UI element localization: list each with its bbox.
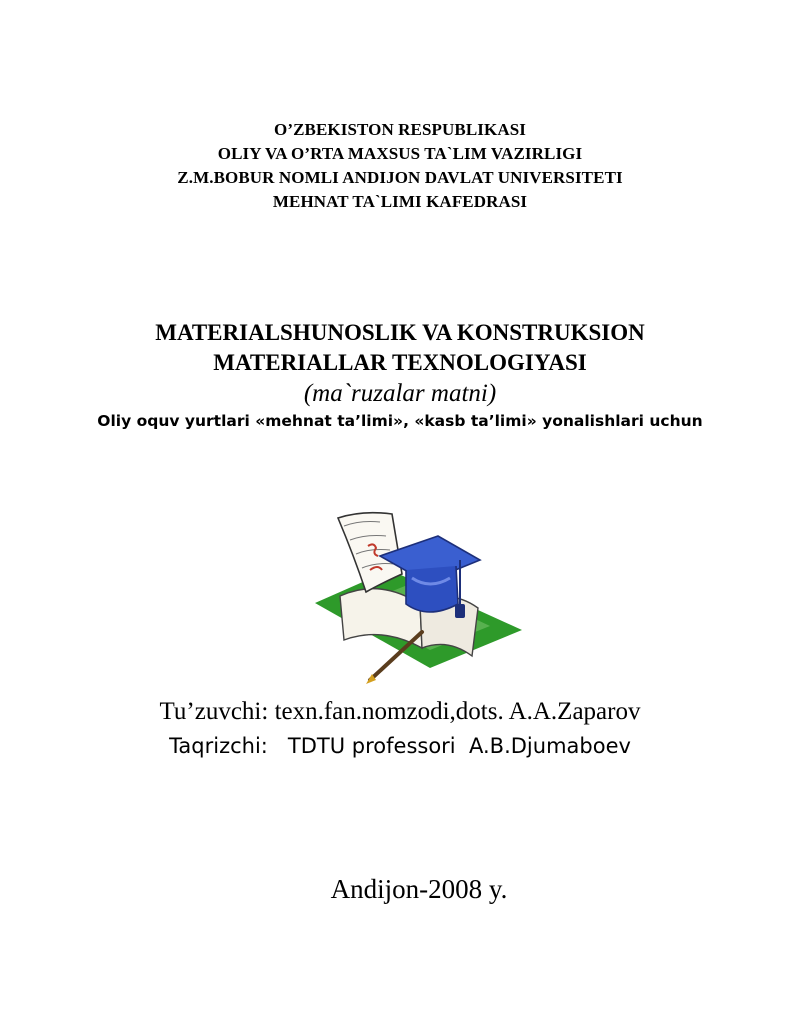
document-subtitle: (ma`ruzalar matni) bbox=[303, 380, 497, 407]
place-and-year: Andijon-2008 y. bbox=[330, 874, 508, 904]
graduation-cap-books-icon bbox=[310, 508, 525, 688]
header-country: O’ZBEKISTON RESPUBLIKASI bbox=[274, 120, 526, 139]
author-line: Tu’zuvchi: texn.fan.nomzodi,dots. A.A.Zaparov bbox=[159, 698, 641, 725]
header-ministry: OLIY VA O’RTA MAXSUS TA`LIM VAZIRLIGI bbox=[217, 144, 583, 163]
reviewer-line: Taqrizchi: TDTU professori A.B.Djumaboev bbox=[169, 734, 631, 758]
document-title-block bbox=[0, 318, 800, 433]
title-line-1: MATERIALSHUNOSLIK VA KONSTRUKSION bbox=[155, 320, 645, 345]
title-line-2: MATERIALLAR TEXNOLOGIYASI bbox=[213, 350, 587, 375]
target-audience: Oliy oquv yurtlari «mehnat ta’limi», «kasb ta’limi» yonalishlari uchun bbox=[97, 412, 703, 430]
header-university: Z.M.BOBUR NOMLI ANDIJON DAVLAT UNIVERSITETI bbox=[177, 168, 623, 187]
header-department: MEHNAT TA`LIMI KAFEDRASI bbox=[272, 192, 528, 211]
institution-header bbox=[0, 118, 800, 214]
